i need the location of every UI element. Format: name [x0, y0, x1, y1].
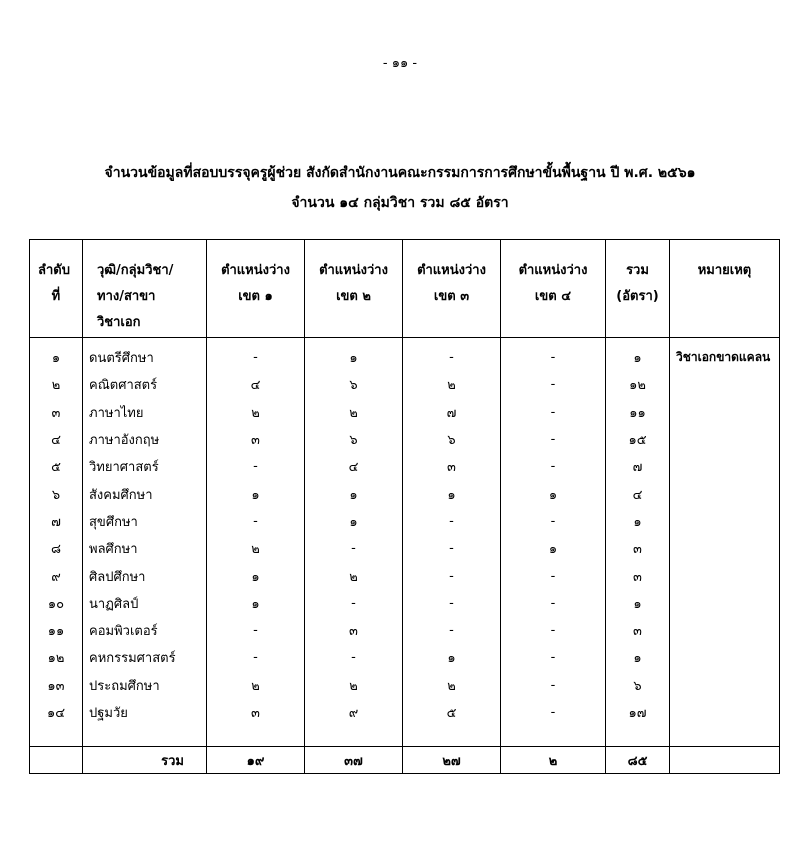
cell-no: ๑๔: [30, 699, 83, 726]
cell-no: ๑๐: [30, 590, 83, 617]
cell-zone2: ๒: [305, 562, 403, 589]
cell-total: ๓: [606, 562, 670, 589]
cell-total: ๑๒: [606, 371, 670, 398]
cell-zone1: ๒: [207, 672, 305, 699]
table-row: [30, 644, 780, 671]
cell-no: ๑๓: [30, 672, 83, 699]
cell-zone2: ๑: [305, 508, 403, 535]
cell-zone4: -: [501, 672, 606, 699]
cell-zone2: ๙: [305, 699, 403, 726]
cell-zone3: -: [403, 562, 501, 589]
cell-zone4: -: [501, 338, 606, 372]
cell-subject: ศิลปศึกษา: [83, 562, 207, 589]
totals-zone3: ๒๗: [403, 747, 501, 774]
cell-zone3: ๒: [403, 672, 501, 699]
cell-no: ๓: [30, 399, 83, 426]
cell-zone1: ๔: [207, 371, 305, 398]
cell-zone1: -: [207, 644, 305, 671]
cell-zone3: ๗: [403, 399, 501, 426]
cell-zone1: -: [207, 453, 305, 480]
table-row: [30, 590, 780, 617]
cell-no: ๗: [30, 508, 83, 535]
cell-subject: คหกรรมศาสตร์: [83, 644, 207, 671]
cell-total: ๓: [606, 617, 670, 644]
cell-no: ๙: [30, 562, 83, 589]
cell-note: [670, 480, 780, 507]
cell-note: [670, 426, 780, 453]
document-title: จำนวนข้อมูลที่สอบบรรจุครูผู้ช่วย สังกัดสำนักงานคณะกรรมการการศึกษาขั้นพื้นฐาน ปี พ.ศ. ๒๕๖๑: [104, 165, 696, 181]
cell-zone1: -: [207, 508, 305, 535]
cell-zone3: ๑: [403, 480, 501, 507]
cell-zone2: ๑: [305, 480, 403, 507]
header-subject: วุฒิ/กลุ่มวิชา/ ทาง/สาขา วิชาเอก: [83, 240, 207, 338]
totals-row: [30, 747, 780, 774]
cell-zone4: -: [501, 644, 606, 671]
table-header-row: [30, 240, 780, 338]
cell-zone3: -: [403, 617, 501, 644]
cell-total: ๗: [606, 453, 670, 480]
table-row: [30, 508, 780, 535]
cell-total: ๖: [606, 672, 670, 699]
cell-note: [670, 508, 780, 535]
cell-no: ๑๒: [30, 644, 83, 671]
document-subtitle: จำนวน ๑๔ กลุ่มวิชา รวม ๘๕ อัตรา: [291, 195, 509, 211]
cell-zone3: ๖: [403, 426, 501, 453]
table-row: [30, 371, 780, 398]
cell-total: ๔: [606, 480, 670, 507]
header-zone2: ตำแหน่งว่าง เขต ๒: [305, 240, 403, 338]
cell-zone3: ๕: [403, 699, 501, 726]
cell-subject: ภาษาไทย: [83, 399, 207, 426]
cell-zone3: -: [403, 508, 501, 535]
totals-note: [670, 747, 780, 774]
spacer-row: [30, 726, 780, 747]
table-row: [30, 480, 780, 507]
cell-zone4: -: [501, 562, 606, 589]
header-total: รวม (อัตรา): [606, 240, 670, 338]
cell-subject: ปฐมวัย: [83, 699, 207, 726]
cell-note: [670, 562, 780, 589]
spacer-cell: [403, 726, 501, 747]
cell-zone1: -: [207, 617, 305, 644]
cell-zone1: ๓: [207, 699, 305, 726]
cell-zone2: -: [305, 535, 403, 562]
cell-zone4: ๑: [501, 535, 606, 562]
cell-subject: พลศึกษา: [83, 535, 207, 562]
header-zone4: ตำแหน่งว่าง เขต ๔: [501, 240, 606, 338]
cell-no: ๖: [30, 480, 83, 507]
header-zone1: ตำแหน่งว่าง เขต ๑: [207, 240, 305, 338]
cell-zone2: ๑: [305, 338, 403, 372]
table-row: [30, 399, 780, 426]
cell-note: [670, 672, 780, 699]
cell-total: ๑๗: [606, 699, 670, 726]
cell-zone1: ๑: [207, 480, 305, 507]
cell-zone4: -: [501, 426, 606, 453]
spacer-cell: [305, 726, 403, 747]
table-row: [30, 426, 780, 453]
totals-total: ๘๕: [606, 747, 670, 774]
cell-zone1: -: [207, 338, 305, 372]
cell-note: [670, 453, 780, 480]
header-zone3: ตำแหน่งว่าง เขต ๓: [403, 240, 501, 338]
table-row: [30, 338, 780, 372]
cell-zone3: -: [403, 590, 501, 617]
vacancy-table: [29, 239, 780, 774]
cell-zone4: ๑: [501, 480, 606, 507]
cell-zone4: -: [501, 371, 606, 398]
cell-note: [670, 535, 780, 562]
cell-zone4: -: [501, 699, 606, 726]
table-row: [30, 699, 780, 726]
cell-note: [670, 399, 780, 426]
cell-total: ๑: [606, 644, 670, 671]
cell-total: ๑๕: [606, 426, 670, 453]
cell-no: ๑๑: [30, 617, 83, 644]
cell-no: ๔: [30, 426, 83, 453]
cell-subject: วิทยาศาสตร์: [83, 453, 207, 480]
totals-label: รวม: [83, 747, 207, 774]
cell-zone3: -: [403, 338, 501, 372]
spacer-cell: [207, 726, 305, 747]
cell-note: [670, 590, 780, 617]
spacer-cell: [606, 726, 670, 747]
header-no: ลำดับ ที่: [30, 240, 83, 338]
cell-zone4: -: [501, 453, 606, 480]
cell-zone4: -: [501, 399, 606, 426]
cell-subject: คอมพิวเตอร์: [83, 617, 207, 644]
cell-zone1: ๑: [207, 590, 305, 617]
spacer-cell: [30, 726, 83, 747]
cell-zone2: -: [305, 644, 403, 671]
cell-zone4: -: [501, 590, 606, 617]
cell-zone1: ๒: [207, 535, 305, 562]
page-number: - ๑๑ -: [382, 56, 418, 71]
cell-zone2: ๓: [305, 617, 403, 644]
cell-subject: สังคมศึกษา: [83, 480, 207, 507]
cell-zone2: -: [305, 590, 403, 617]
cell-note: [670, 644, 780, 671]
spacer-cell: [83, 726, 207, 747]
cell-no: ๘: [30, 535, 83, 562]
totals-zone2: ๓๗: [305, 747, 403, 774]
cell-note: [670, 617, 780, 644]
cell-total: ๑: [606, 338, 670, 372]
totals-empty-cell: [30, 747, 83, 774]
cell-no: ๕: [30, 453, 83, 480]
cell-subject: สุขศึกษา: [83, 508, 207, 535]
cell-note: [670, 371, 780, 398]
spacer-cell: [501, 726, 606, 747]
cell-total: ๑: [606, 508, 670, 535]
table-row: [30, 453, 780, 480]
cell-subject: ดนตรีศึกษา: [83, 338, 207, 372]
cell-zone1: ๑: [207, 562, 305, 589]
cell-note: วิชาเอกขาดแคลน: [670, 338, 780, 372]
cell-subject: นาฏศิลป์: [83, 590, 207, 617]
cell-zone3: ๑: [403, 644, 501, 671]
cell-zone1: ๓: [207, 426, 305, 453]
cell-zone3: -: [403, 535, 501, 562]
table-row: [30, 617, 780, 644]
cell-subject: ภาษาอังกฤษ: [83, 426, 207, 453]
cell-zone2: ๒: [305, 399, 403, 426]
table-row: [30, 562, 780, 589]
cell-zone2: ๒: [305, 672, 403, 699]
table-row: [30, 535, 780, 562]
cell-subject: ประถมศึกษา: [83, 672, 207, 699]
cell-note: [670, 699, 780, 726]
cell-total: ๑๑: [606, 399, 670, 426]
cell-subject: คณิตศาสตร์: [83, 371, 207, 398]
spacer-cell: [670, 726, 780, 747]
cell-zone4: -: [501, 508, 606, 535]
cell-no: ๒: [30, 371, 83, 398]
table-row: [30, 672, 780, 699]
totals-zone4: ๒: [501, 747, 606, 774]
cell-total: ๑: [606, 590, 670, 617]
cell-total: ๓: [606, 535, 670, 562]
cell-zone1: ๒: [207, 399, 305, 426]
cell-zone3: ๓: [403, 453, 501, 480]
totals-zone1: ๑๙: [207, 747, 305, 774]
cell-zone4: -: [501, 617, 606, 644]
cell-no: ๑: [30, 338, 83, 372]
header-note: หมายเหตุ: [670, 240, 780, 338]
cell-zone2: ๖: [305, 426, 403, 453]
cell-zone3: ๒: [403, 371, 501, 398]
cell-zone2: ๖: [305, 371, 403, 398]
cell-zone2: ๔: [305, 453, 403, 480]
